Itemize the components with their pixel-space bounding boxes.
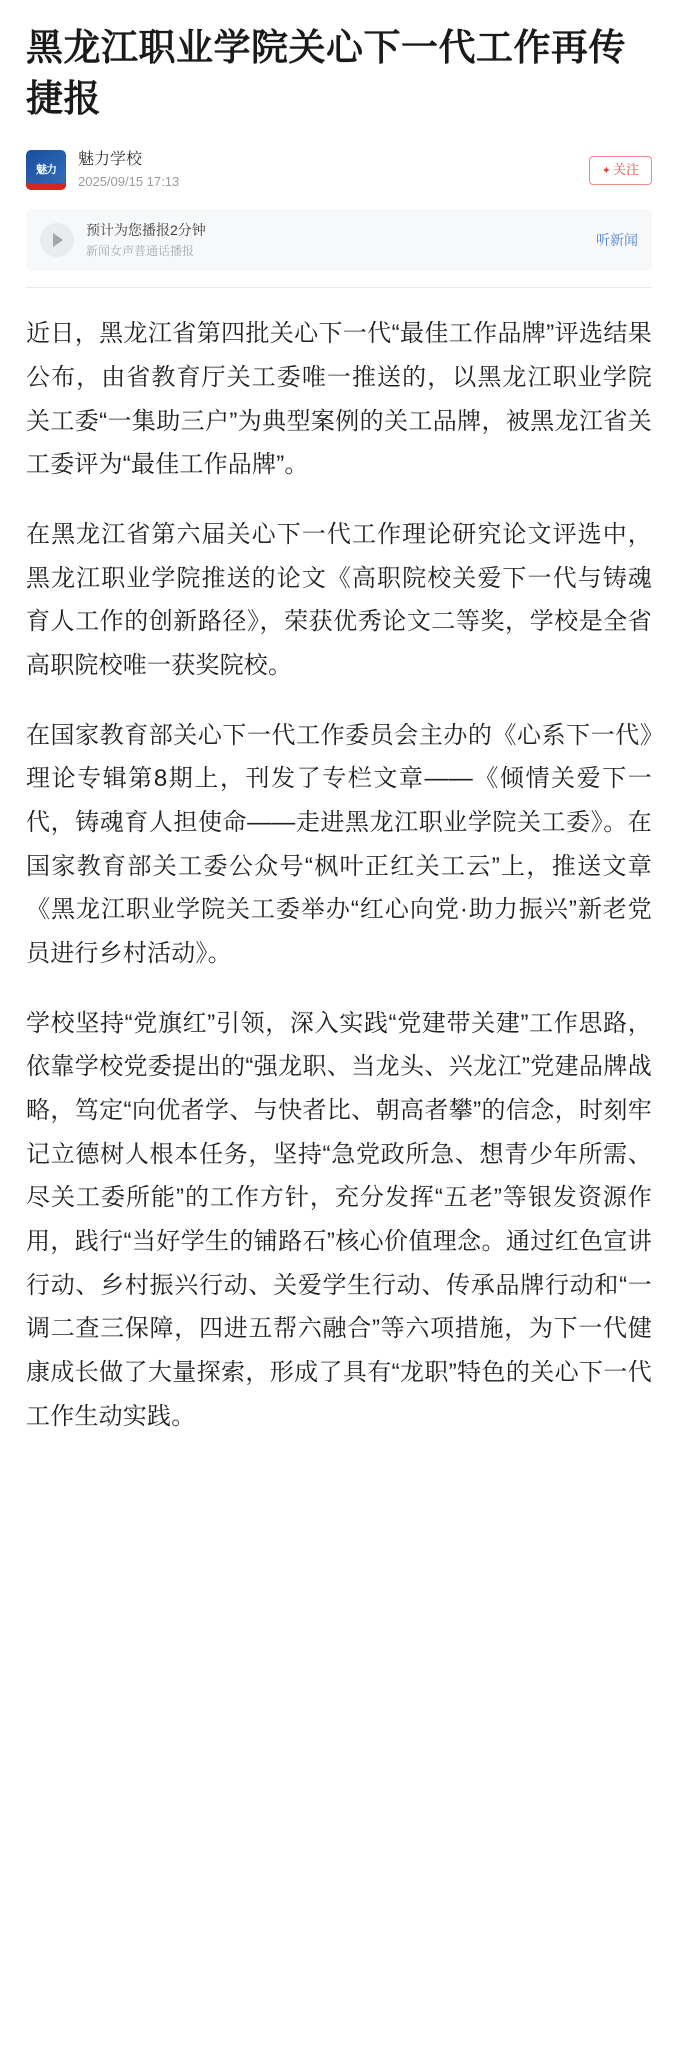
follow-button[interactable] xyxy=(589,156,652,184)
audio-text xyxy=(86,221,596,259)
follow-button-label: 关注 xyxy=(612,162,639,178)
article-paragraph: 在国家教育部关心下一代工作委员会主办的《心系下一代》理论专辑第8期上，刊发了专栏文章——《倾情关爱下一代，铸魂育人担使命——走进黑龙江职业学院关工委》。在国家教育部关工委公众号“枫叶正红关工云”上，推送文章《黑龙江职业学院关工委举办“红心向党·助力振兴”新老党员进行乡村活动》。 xyxy=(26,721,652,967)
audio-player-bar[interactable] xyxy=(26,209,652,271)
avatar-label: 魅力 xyxy=(36,164,56,177)
article-paragraph: 在黑龙江省第六届关心下一代工作理论研究论文评选中，黑龙江职业学院推送的论文《高职院校关爱下一代与铸魂育人工作的创新路径》，荣获优秀论文二等奖，学校是全省高职院校唯一获奖院校。 xyxy=(26,520,652,679)
author-name[interactable]: 魅力学校 xyxy=(78,151,143,169)
star-icon: ✦ xyxy=(601,165,611,178)
page-title: 黑龙江职业学院关心下一代工作再传捷报 xyxy=(26,27,626,120)
audio-voice-text: 新闻女声普通话播报 xyxy=(86,243,195,258)
publish-timestamp: 2025/09/15 17:13 xyxy=(78,173,180,189)
article-paragraph: 学校坚持“党旗红”引领，深入实践“党建带关建”工作思路，依靠学校党委提出的“强龙职、当龙头、兴龙江”党建品牌战略，笃定“向优者学、与快者比、朝高者攀”的信念，时刻牢记立德树人根本任务，坚持“急党政所急、想青少年所需、尽关工委所能”的工作方针，充分发挥“五老”等银发资源作用，践行“当好学生的铺路石”核心价值理念。通过红色宣讲行动、乡村振兴行动、关爱学生行动、传承品牌行动和“一调二查三保障，四进五帮六融合”等六项措施，为下一代健康成长做了大量探索，形成了具有“龙职”特色的关心下一代工作生动实践。 xyxy=(26,1009,652,1430)
play-icon[interactable] xyxy=(40,223,74,257)
article-body xyxy=(26,312,652,1438)
avatar-accent-bar xyxy=(26,183,66,190)
byline xyxy=(26,150,652,191)
avatar[interactable] xyxy=(26,150,66,190)
listen-news-link[interactable]: 听新闻 xyxy=(596,232,638,249)
audio-duration-text: 预计为您播报2分钟 xyxy=(86,221,206,238)
divider xyxy=(26,287,652,288)
byline-text xyxy=(78,150,589,191)
article-paragraph: 近日，黑龙江省第四批关心下一代“最佳工作品牌”评选结果公布，由省教育厅关工委唯一推送的，以黑龙江职业学院关工委“一集助三户”为典型案例的关工品牌，被黑龙江省关工委评为“最佳工作品牌”。 xyxy=(26,320,652,479)
